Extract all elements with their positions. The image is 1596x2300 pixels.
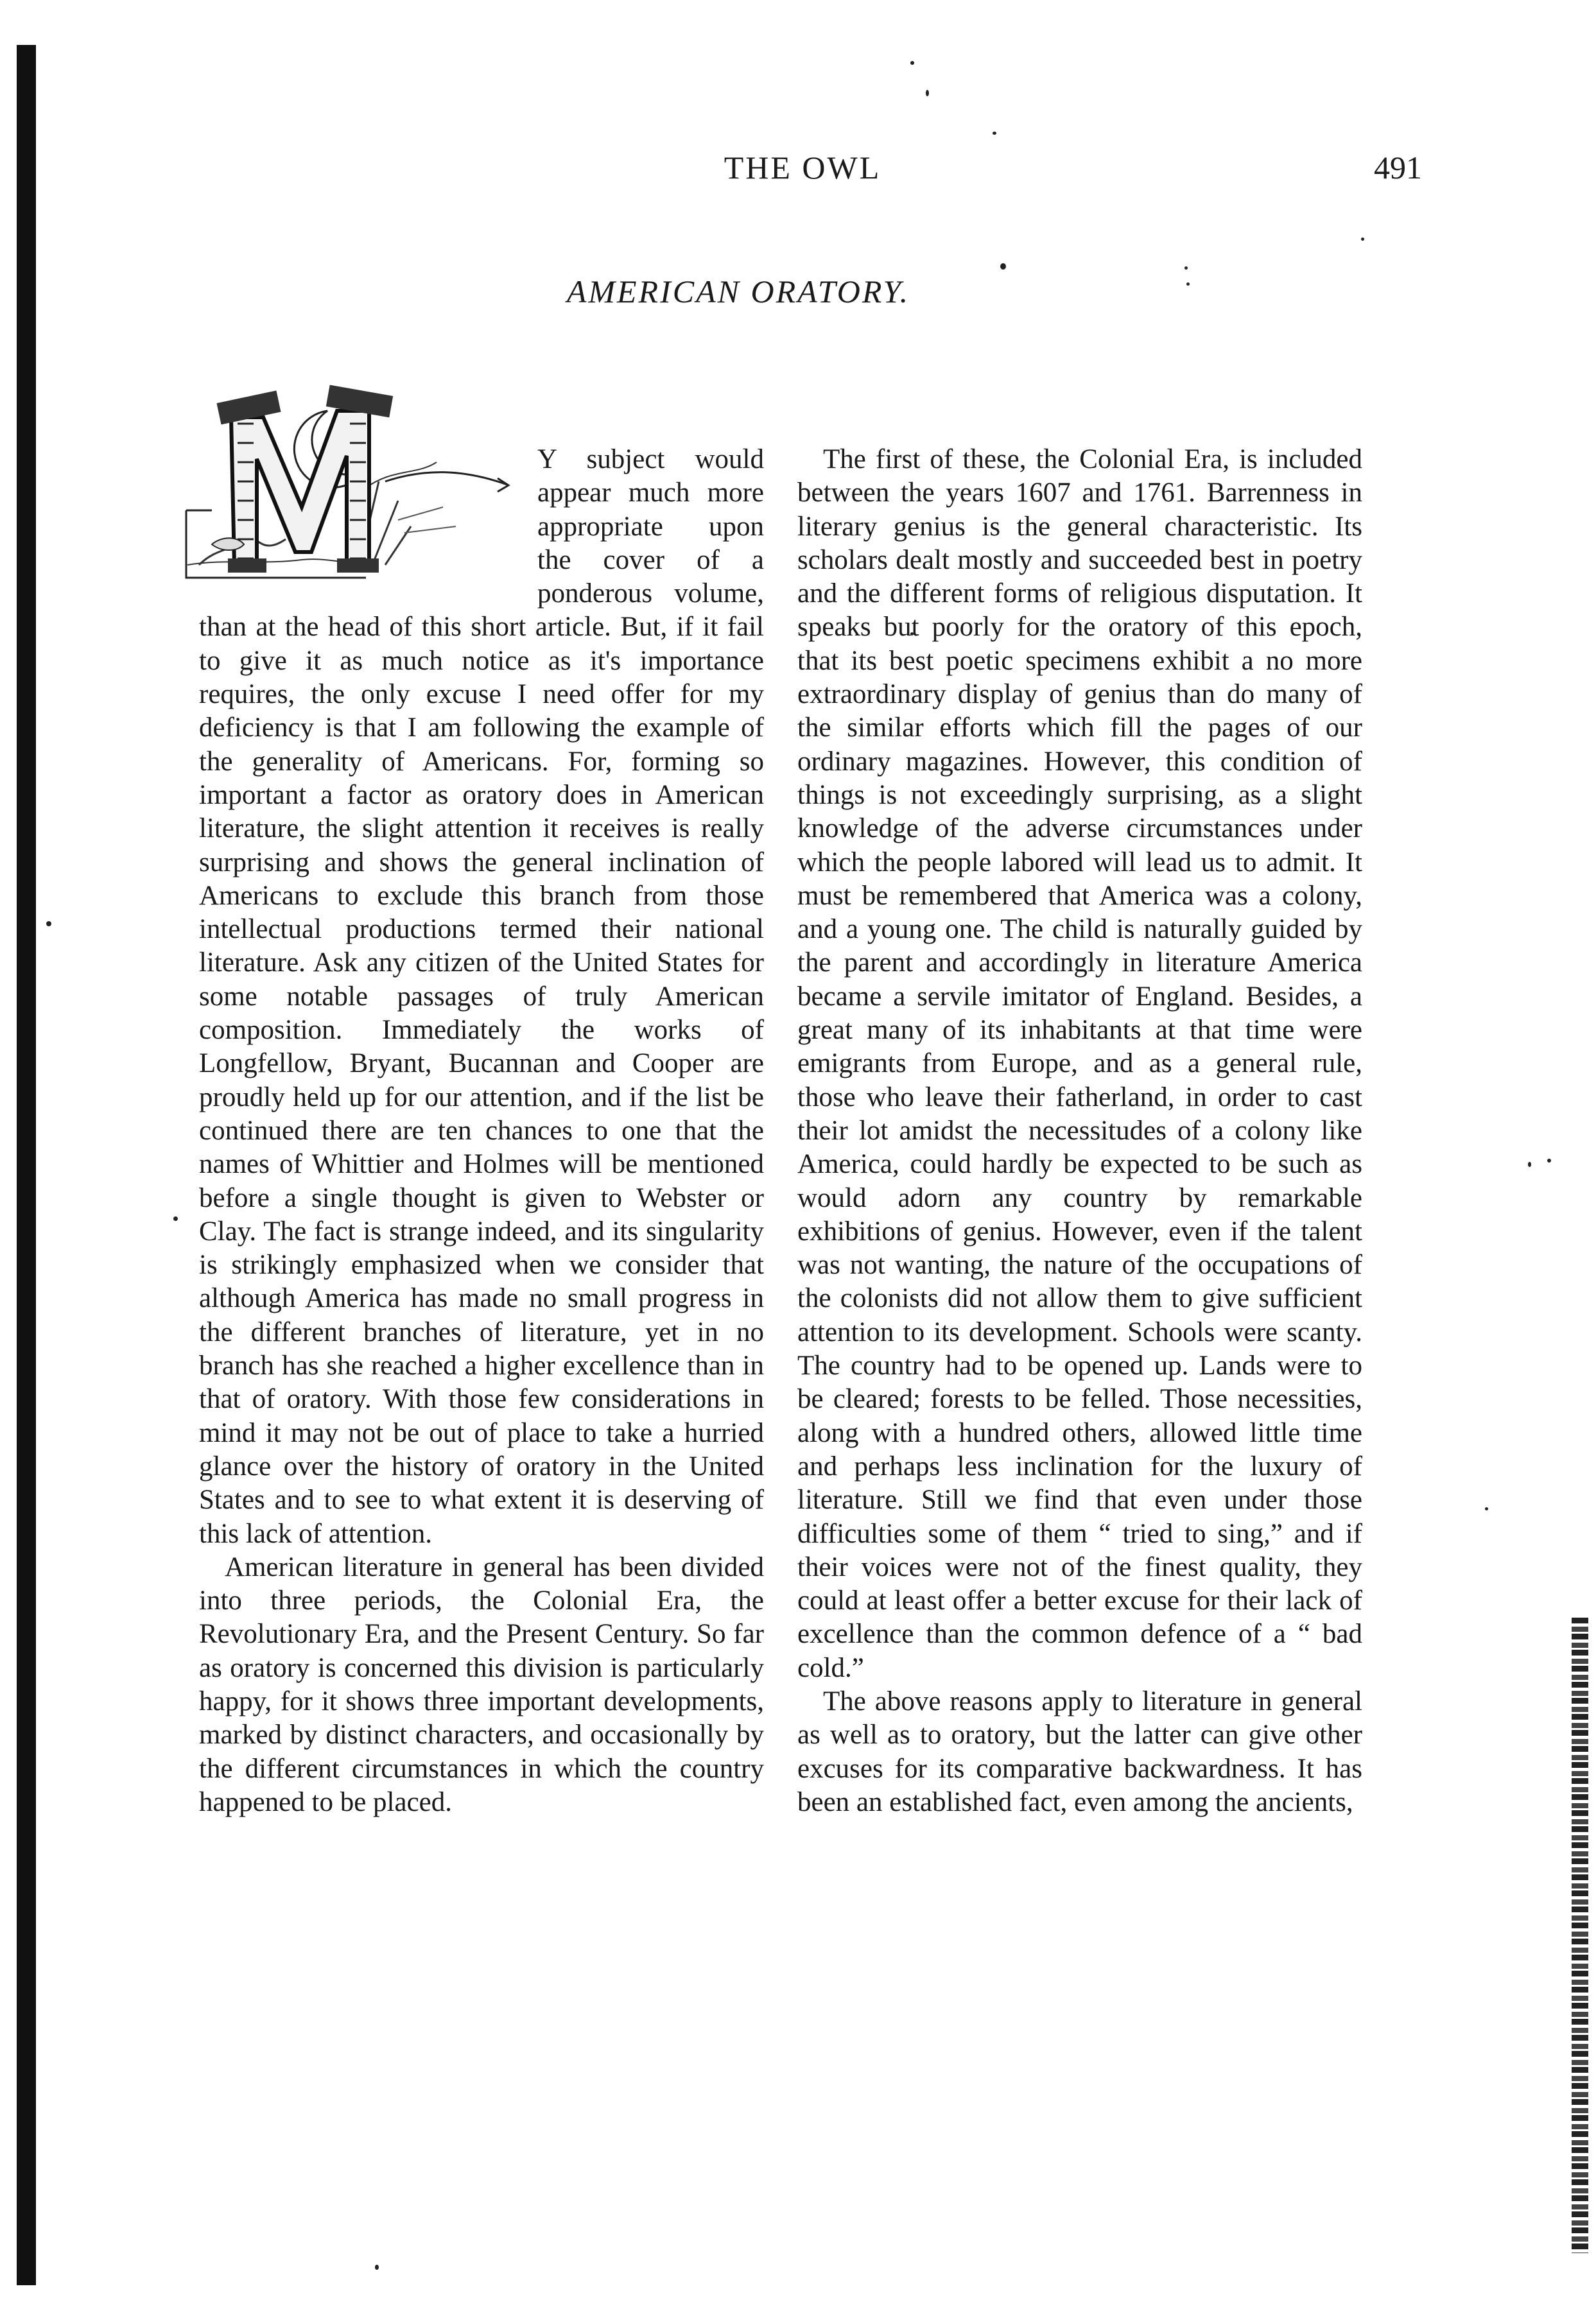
scan-speck — [926, 90, 929, 96]
scan-speck — [1547, 1159, 1551, 1163]
page-number: 491 — [1374, 150, 1422, 186]
scan-speck — [1186, 282, 1190, 286]
paragraph: Y subject would appear much more appropriate upon the cover of a ponderous volume, than at the head of this short article. But, if it fail to give it as much notice as it's importance requires, the only excuse I need offer for my deficiency is that I am following the example of the generality of Americans. For, forming so important a factor as oratory does in American literature, the slight attention it receives is really surprising and shows the general inclination of Americans to exclude this branch from those intellectual productions termed their national literature. Ask any citizen of the United States for some notable passages of truly American composition. Immediately the works of Longfellow, Bryant, Bucannan and Cooper are proudly held up for our attention, and if the list be continued there are ten chances to one that the names of Whittier and Holmes will be mentioned before a single thought is given to Webster or Clay. The fact is strange indeed, and its singularity is strikingly emphasized when we consider that although America has made no small progress in the different branches of literature, yet in no branch has she reached a higher excellence than in that of oratory. With those few considerations in mind it may not be out of place to take a hurried glance over the history of oratory in the United States and to see to what extent it is deserving of this lack of attention. — [199, 444, 764, 1549]
paragraph: The above reasons apply to literature in general as well as to oratory, but the latter can give other excuses for its comparative backwardness. It has been an established fact, even among the ancients, — [797, 1686, 1362, 1817]
scan-speck — [1485, 1507, 1488, 1510]
scan-page-edge — [1572, 1618, 1588, 2253]
ornamental-drop-cap — [173, 372, 530, 591]
scan-speck — [46, 921, 51, 926]
running-title: THE OWL — [724, 150, 881, 186]
scan-speck — [1184, 266, 1188, 270]
scan-speck — [993, 132, 996, 135]
scan-speck — [375, 2265, 379, 2270]
paragraph: American literature in general has been divided into three periods, the Colonial Era, the Revolutionary Era, and the Present Century. So far as oratory is concerned this division is particularly happy, for it shows three important developments, marked by distinct characters, and occasionally by the different circumstances in which the country happened to be placed. — [199, 1552, 764, 1817]
right-column — [797, 443, 1362, 1819]
paragraph: The first of these, the Colonial Era, is included between the years 1607 and 1761. Barrenness in literary genius is the general characteristic. Its scholars dealt mostly and succeeded best in poetry and the different forms of religious disputation. It speaks but poorly for the oratory of this epoch, that its best poetic specimens exhibit a no more extraordinary display of genius than do many of the similar efforts which fill the pages of our ordinary magazines. However, this condition of things is not exceedingly surprising, as a slight knowledge of the adverse circumstances under which the people labored will lead us to admit. It must be remembered that America was a colony, and a young one. The child is naturally guided by the parent and accordingly in literature America became a servile imitator of England. Besides, a great many of its inhabitants at that time were emigrants from Europe, and as a general rule, those who leave their fatherland, in order to cast their lot amidst the necessitudes of a colony like America, could hardly be expected to be such as would adorn any country by remarkable exhibitions of genius. However, even if the talent was not wanting, the nature of the occupations of the colonists did not allow them to give sufficient attention to its development. Schools were scanty. The country had to be opened up. Lands were to be cleared; forests to be felled. Those necessities, along with a hundred others, allowed little time and perhaps less inclination for the luxury of literature. Still we find that even under those difficulties some of them “ tried to sing,” and if their voices were not of the finest quality, they could at least offer a better excuse for their lack of excellence than the common defence of a “ bad cold.” — [797, 444, 1362, 1683]
scan-speck — [1361, 238, 1364, 241]
article-title: AMERICAN ORATORY. — [566, 273, 910, 309]
scan-speck — [1528, 1162, 1531, 1167]
scan-speck — [1000, 263, 1006, 270]
drop-cap-illustration-icon — [173, 372, 530, 591]
scan-speck — [910, 61, 914, 65]
left-column — [199, 443, 764, 1819]
scan-binding-edge — [17, 45, 36, 2285]
scan-speck — [173, 1216, 178, 1221]
